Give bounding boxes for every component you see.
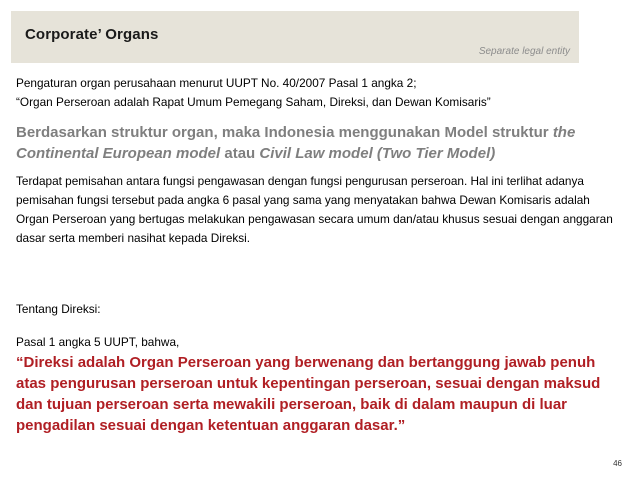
intro-line-2: “Organ Perseroan adalah Rapat Umum Pemegang Saham, Direksi, dan Dewan Komisaris” [16,95,491,109]
model-statement [16,122,622,164]
slide-content [16,74,622,436]
model-italic-1: the Continental European model [16,124,576,162]
direksi-quote: “Direksi adalah Organ Perseroan yang berwenang dan bertanggung jawab penuh atas pengurusan perseroan untuk kepentingan perseroan, sesuai dengan maksud dan tujuan perseroan serta mewakili perseroan, baik di dalam maupun di luar pengadilan sesuai dengan ketentuan anggaran dasar.” [16,354,601,434]
direksi-heading: Tentang Direksi: [16,302,101,316]
pasal-line: Pasal 1 angka 5 UUPT, bahwa, [16,335,180,349]
title-banner [11,11,579,63]
intro-paragraph [16,74,622,112]
intro-line-1: Pengaturan organ perusahaan menurut UUPT No. 40/2007 Pasal 1 angka 2; [16,76,417,90]
slide-title: Corporate’ Organs [25,26,159,43]
model-text-1: Berdasarkan struktur organ, maka Indonesia menggunakan Model struktur [16,124,553,141]
separation-paragraph: Terdapat pemisahan antara fungsi pengawasan dengan fungsi pengurusan perseroan. Hal ini terlihat adanya pemisahan fungsi tersebut pada angka 6 pasal yang sama yang menyatakan bahwa Dewan Komisaris adalah Organ Perseroan yang bertugas melakukan pengawasan secara umum dan/atau khusus sesuai dengan anggaran dasar serta memberi nasihat kepada Direksi. [16,174,613,245]
model-text-2: atau [220,145,260,162]
page-number: 46 [613,459,622,468]
slide-subtitle: Separate legal entity [478,46,570,57]
model-italic-2: Civil Law model (Two Tier Model) [259,145,496,162]
